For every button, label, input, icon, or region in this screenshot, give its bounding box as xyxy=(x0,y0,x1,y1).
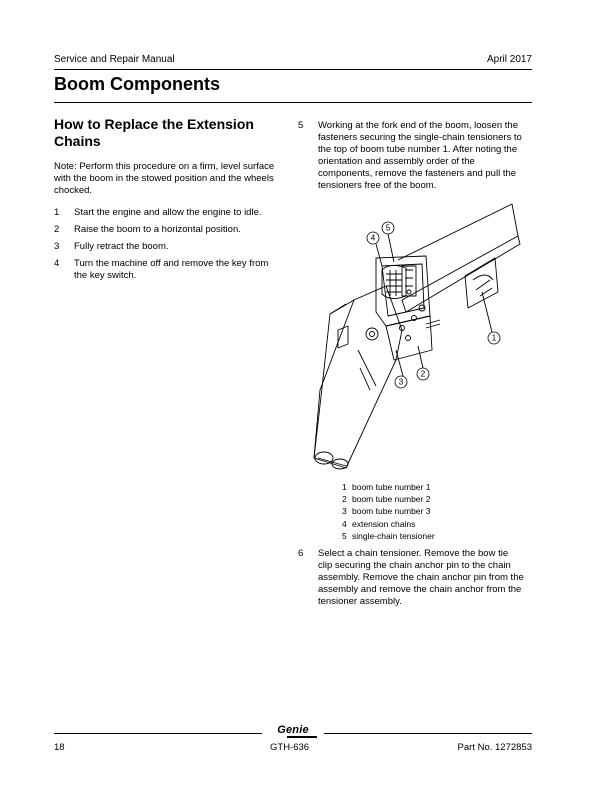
part-number: Part No. 1272853 xyxy=(457,742,532,753)
legend-number: 5 xyxy=(342,530,347,541)
boom-diagram xyxy=(290,200,530,480)
logo-text: Genie xyxy=(277,724,309,736)
footer-rule-right xyxy=(324,733,532,734)
model-number: GTH-636 xyxy=(270,742,310,753)
title-rule xyxy=(54,102,532,103)
step-number: 2 xyxy=(54,224,60,235)
legend-number: 2 xyxy=(342,494,347,505)
step-number: 4 xyxy=(54,258,60,269)
step-number: 3 xyxy=(54,241,60,252)
legend-item xyxy=(342,505,435,517)
step-item xyxy=(298,548,524,608)
legend-item xyxy=(342,493,435,505)
callout-label: 1 xyxy=(491,333,497,343)
legend-item xyxy=(342,530,435,542)
legend-item xyxy=(342,518,435,530)
page-number: 18 xyxy=(54,742,65,753)
tensioner-shape xyxy=(402,266,416,296)
procedure-note: Note: Perform this procedure on a firm, level surface with the boom in the stowed position and the wheels chocked. xyxy=(54,161,275,196)
step-6-block xyxy=(298,548,524,613)
left-column xyxy=(54,116,284,287)
legend-label: extension chains xyxy=(352,518,416,529)
genie-logo xyxy=(266,724,320,740)
boom-tube-2-shape xyxy=(386,316,432,360)
step-text: Turn the machine off and remove the key from the key switch. xyxy=(74,258,269,281)
step-text: Working at the fork end of the boom, loosen the fasteners securing the single-chain tensioners to the top of boom tube number 1. After noting the orientation and assembly order of the components, remove the fasteners and pull the tensioners free of the boom. xyxy=(318,120,522,191)
step-number: 5 xyxy=(298,120,304,131)
step-text: Start the engine and allow the engine to idle. xyxy=(74,207,262,218)
callout-label: 4 xyxy=(370,233,376,243)
step-text: Raise the boom to a horizontal position. xyxy=(74,224,241,235)
legend-label: boom tube number 1 xyxy=(352,482,431,492)
step-item xyxy=(54,241,284,253)
step-text: Select a chain tensioner. Remove the bow tie clip securing the chain anchor pin to the chain assembly. Remove the chain anchor pin from the assembly and remove the chain anchor from the tensioner assembly. xyxy=(318,548,524,607)
legend-number: 3 xyxy=(342,506,347,517)
page-title: Boom Components xyxy=(54,74,220,94)
callout-label: 2 xyxy=(420,369,426,379)
legend-item xyxy=(342,481,435,493)
step-item xyxy=(54,207,284,219)
footer-rule-left xyxy=(54,733,262,734)
legend-number: 4 xyxy=(342,518,347,529)
callout-label: 3 xyxy=(398,377,404,387)
step-number: 6 xyxy=(298,548,304,559)
step-item xyxy=(54,258,284,282)
right-column xyxy=(298,120,524,197)
legend-label: single-chain tensioner xyxy=(352,530,435,541)
legend-number: 1 xyxy=(342,482,347,492)
header-date: April 2017 xyxy=(486,54,532,65)
step-text: Fully retract the boom. xyxy=(74,241,169,252)
callout-label: 5 xyxy=(385,223,391,233)
header-rule xyxy=(54,69,532,70)
step-number: 1 xyxy=(54,207,60,218)
legend-label: boom tube number 2 xyxy=(352,494,431,505)
logo-underline xyxy=(287,736,317,738)
header-manual-title: Service and Repair Manual xyxy=(54,54,175,65)
step-item xyxy=(298,120,524,192)
step-item xyxy=(54,224,284,236)
diagram-legend xyxy=(342,481,435,542)
legend-label: boom tube number 3 xyxy=(352,506,431,517)
section-heading: How to Replace the Extension Chains xyxy=(54,116,254,149)
boom-tube-3-shape xyxy=(314,286,402,468)
